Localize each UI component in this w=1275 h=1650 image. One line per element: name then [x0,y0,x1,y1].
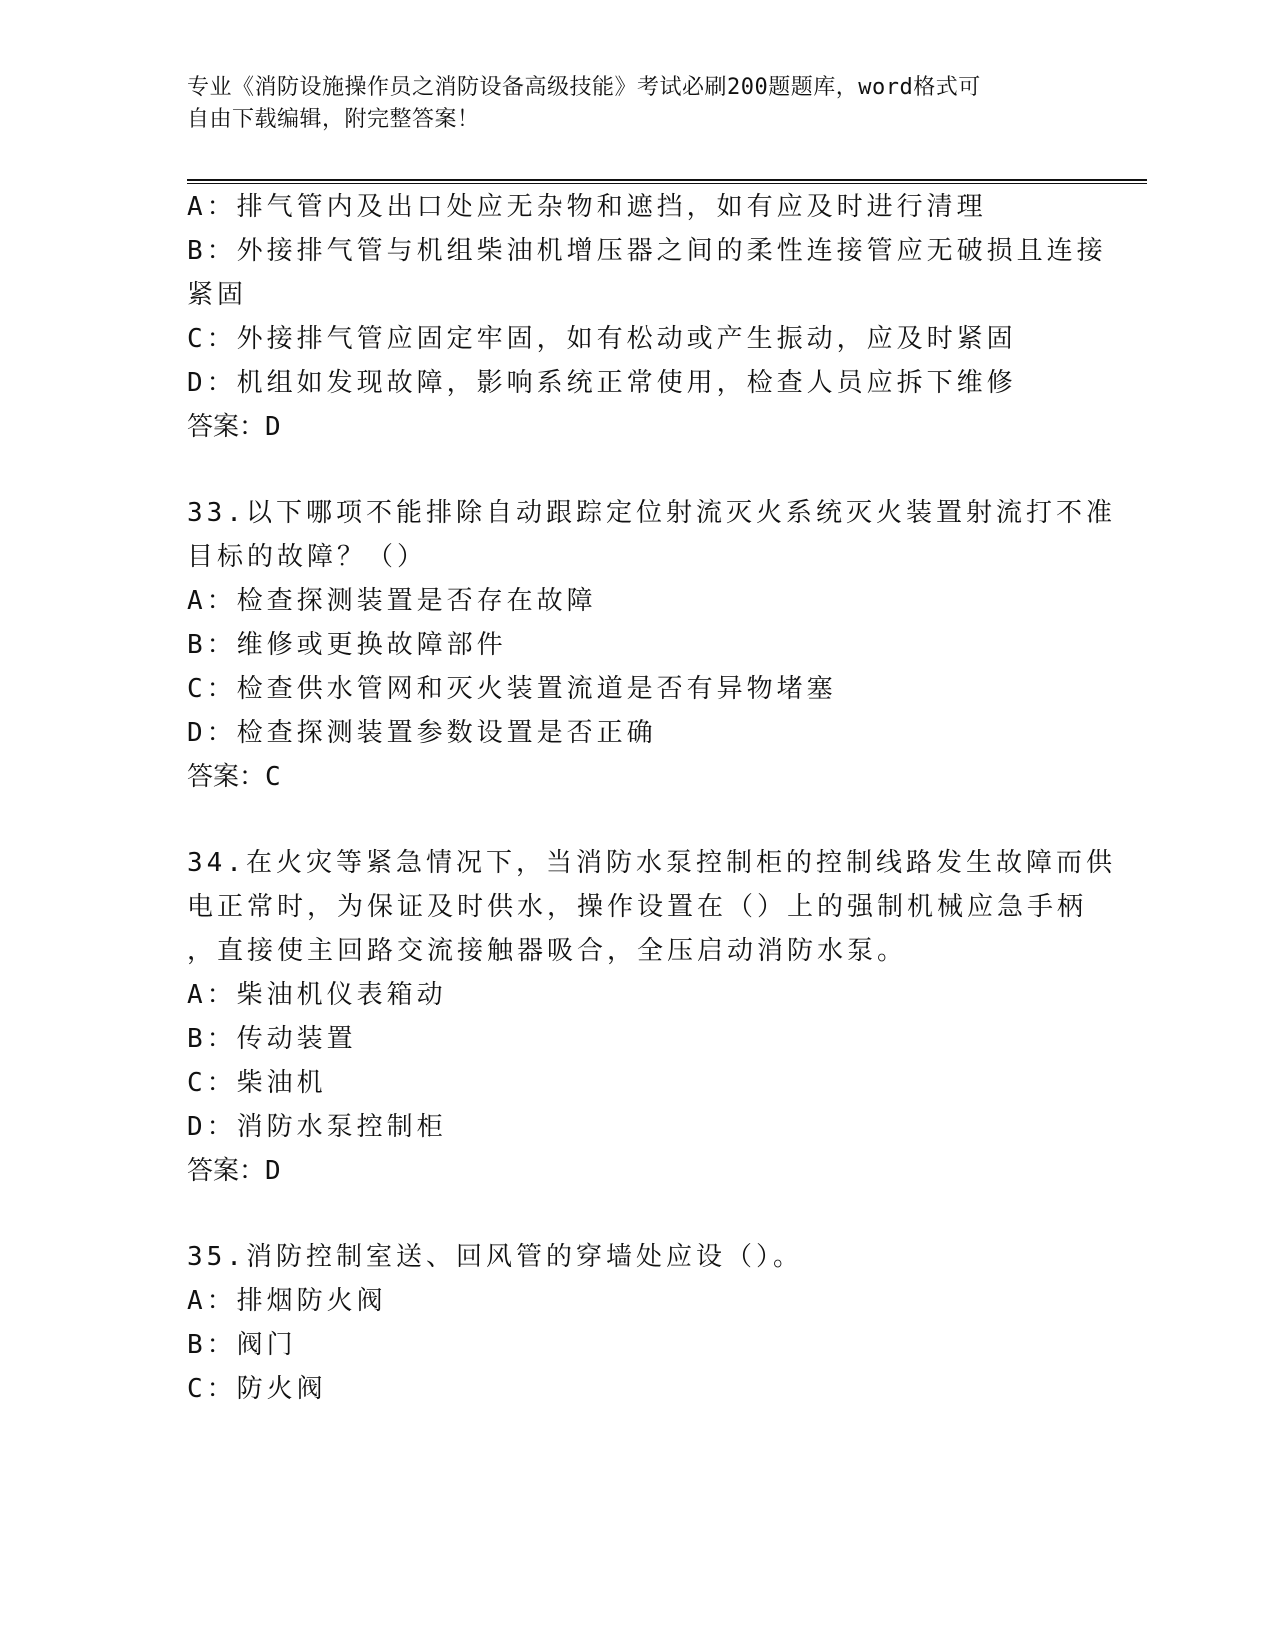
question-35: 35.消防控制室送、回风管的穿墙处应设（）。 [187,1242,803,1272]
option-c: C：防火阀 [187,1374,327,1404]
option-b: B：传动装置 [187,1024,357,1054]
header-rule-thick [187,179,1147,181]
option-d: D：检查探测装置参数设置是否正确 [187,718,657,748]
question-33: 33.以下哪项不能排除自动跟踪定位射流灭火系统灭火装置射流打不准 [187,498,1116,528]
header-line-2: 自由下载编辑，附完整答案！ [187,107,480,132]
header-line-1: 专业《消防设施操作员之消防设备高级技能》考试必刷200题题库，word格式可 [187,75,981,100]
option-b: B：阀门 [187,1330,297,1360]
question-34: 34.在火灾等紧急情况下，当消防水泵控制柜的控制线路发生故障而供 [187,848,1116,878]
option-a: A：排气管内及出口处应无杂物和遮挡，如有应及时进行清理 [187,192,987,222]
answer: 答案：D [187,1156,281,1186]
question-33-continued: 目标的故障？（） [187,542,428,572]
option-c: C：检查供水管网和灭火装置流道是否有异物堵塞 [187,674,837,704]
option-d: D：机组如发现故障，影响系统正常使用，检查人员应拆下维修 [187,368,1017,398]
option-d: D：消防水泵控制柜 [187,1112,447,1142]
question-34-continued-2: ，直接使主回路交流接触器吸合，全压启动消防水泵。 [187,936,908,966]
option-c: C：柴油机 [187,1068,327,1098]
option-b: B：外接排气管与机组柴油机增压器之间的柔性连接管应无破损且连接 [187,236,1107,266]
answer: 答案：D [187,412,281,442]
question-34-continued: 电正常时，为保证及时供水，操作设置在（）上的强制机械应急手柄 [187,892,1088,922]
option-b-continued: 紧固 [187,280,248,310]
option-a: A：柴油机仪表箱动 [187,980,447,1010]
answer: 答案：C [187,762,281,792]
option-a: A：检查探测装置是否存在故障 [187,586,597,616]
option-c: C：外接排气管应固定牢固，如有松动或产生振动，应及时紧固 [187,324,1017,354]
option-a: A：排烟防火阀 [187,1286,387,1316]
document-header [187,72,1087,136]
option-b: B：维修或更换故障部件 [187,630,507,660]
